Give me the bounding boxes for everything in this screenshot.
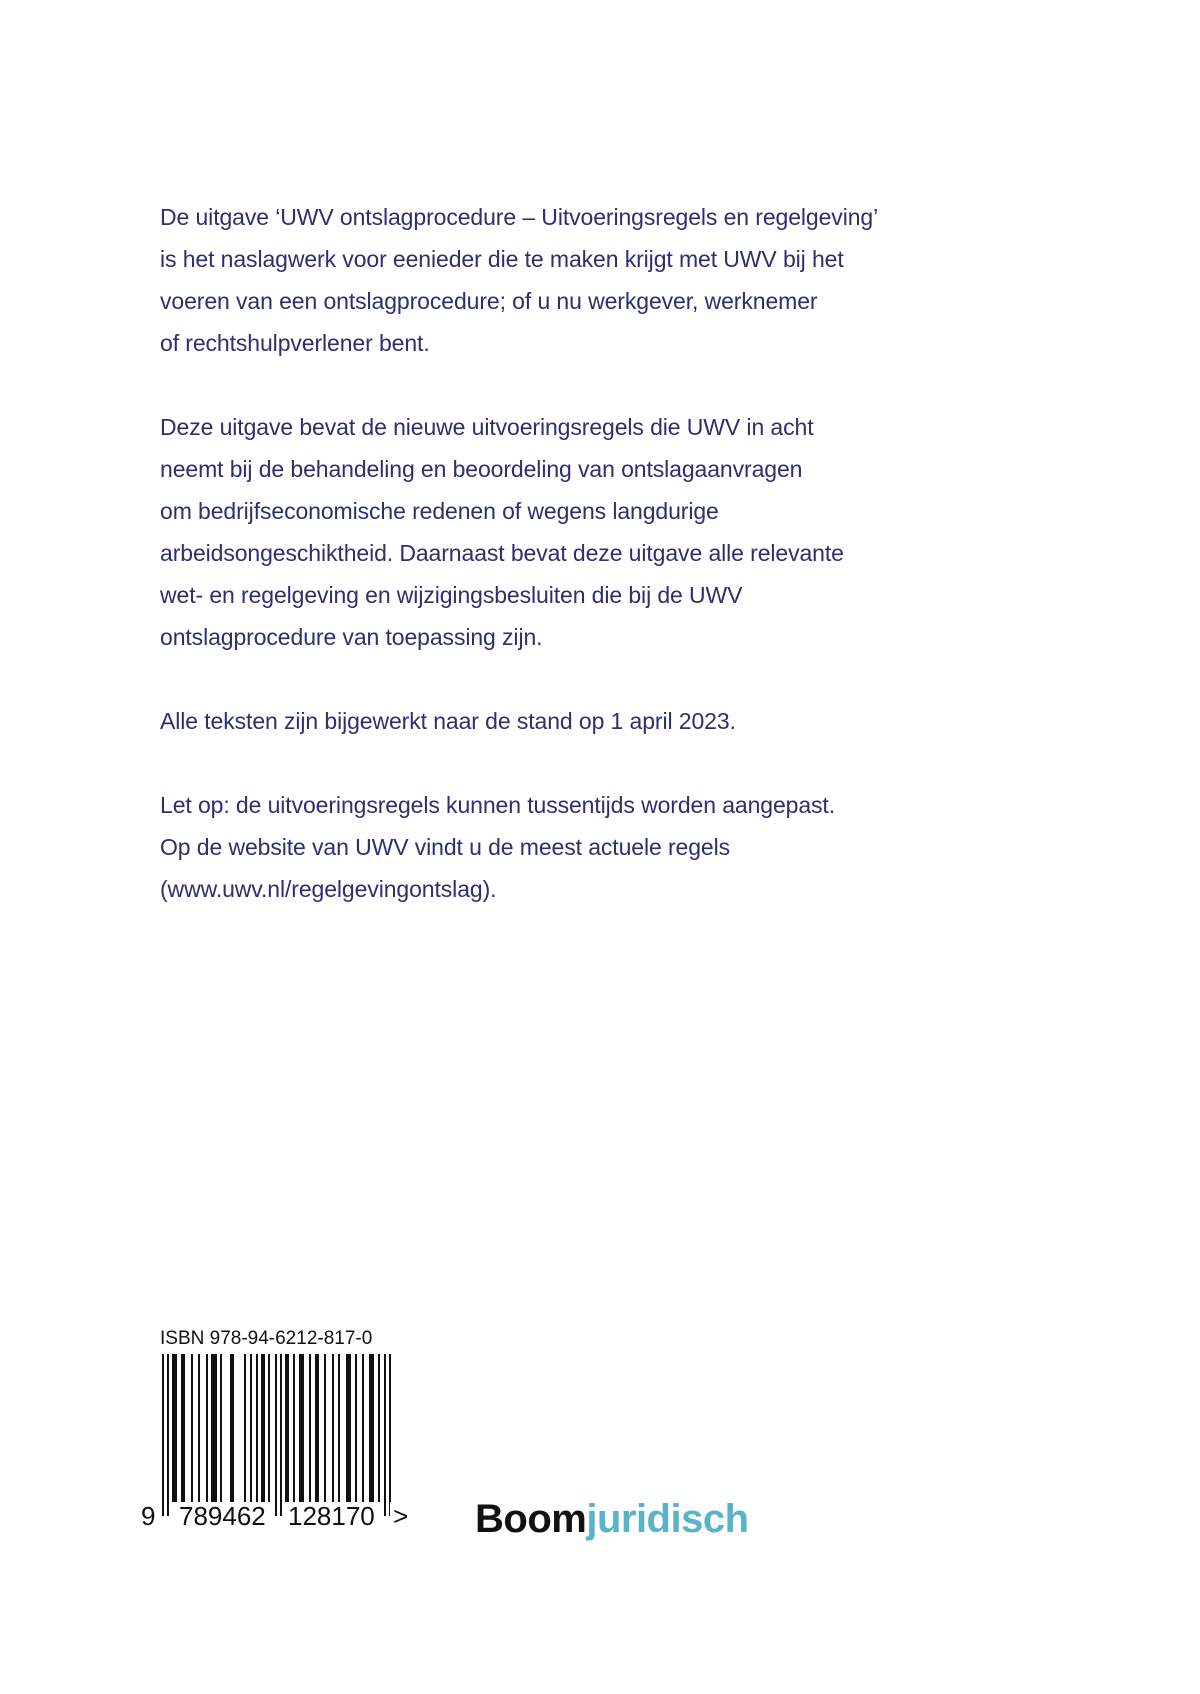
text-line: neemt bij de behandeling en beoordeling van ontslagaanvragen	[160, 456, 803, 482]
back-cover-blurb	[160, 196, 980, 952]
publisher-logo	[475, 1497, 749, 1542]
publisher-name-juridisch: juridisch	[586, 1497, 749, 1541]
isbn-label: ISBN 978-94-6212-817-0	[160, 1328, 373, 1349]
text-line: (www.uwv.nl/regelgevingontslag).	[160, 876, 497, 902]
text-line: Deze uitgave bevat de nieuwe uitvoeringsregels die UWV in acht	[160, 414, 814, 440]
text-line: Let op: de uitvoeringsregels kunnen tussentijds worden aangepast.	[160, 792, 836, 818]
text-line: Alle teksten zijn bijgewerkt naar de stand op 1 april 2023.	[160, 708, 736, 734]
text-line: ontslagprocedure van toepassing zijn.	[160, 624, 543, 650]
publisher-name-boom: Boom	[475, 1497, 587, 1541]
text-line: of rechtshulpverlener bent.	[160, 330, 430, 356]
blurb-paragraph-date	[160, 700, 980, 742]
text-line: Op de website van UWV vindt u de meest actuele regels	[160, 834, 730, 860]
blurb-paragraph-intro	[160, 196, 980, 364]
barcode-digits-right: 128170	[285, 1502, 378, 1530]
barcode-digit-first: 9	[138, 1502, 158, 1530]
text-line: voeren van een ontslagprocedure; of u nu werkgever, werknemer	[160, 288, 818, 314]
text-line: is het naslagwerk voor eenieder die te maken krijgt met UWV bij het	[160, 246, 844, 272]
barcode-digits-left: 789462	[176, 1502, 269, 1530]
text-line: De uitgave ‘UWV ontslagprocedure – Uitvoeringsregels en regelgeving’	[160, 204, 879, 230]
blurb-paragraph-notice	[160, 784, 980, 910]
barcode-icon	[160, 1354, 530, 1516]
blurb-paragraph-contents	[160, 406, 980, 658]
barcode-quiet-zone-marker: >	[390, 1502, 411, 1530]
text-line: wet- en regelgeving en wijzigingsbesluiten die bij de UWV	[160, 582, 743, 608]
text-line: arbeidsongeschiktheid. Daarnaast bevat deze uitgave alle relevante	[160, 540, 844, 566]
text-line: om bedrijfseconomische redenen of wegens langdurige	[160, 498, 719, 524]
